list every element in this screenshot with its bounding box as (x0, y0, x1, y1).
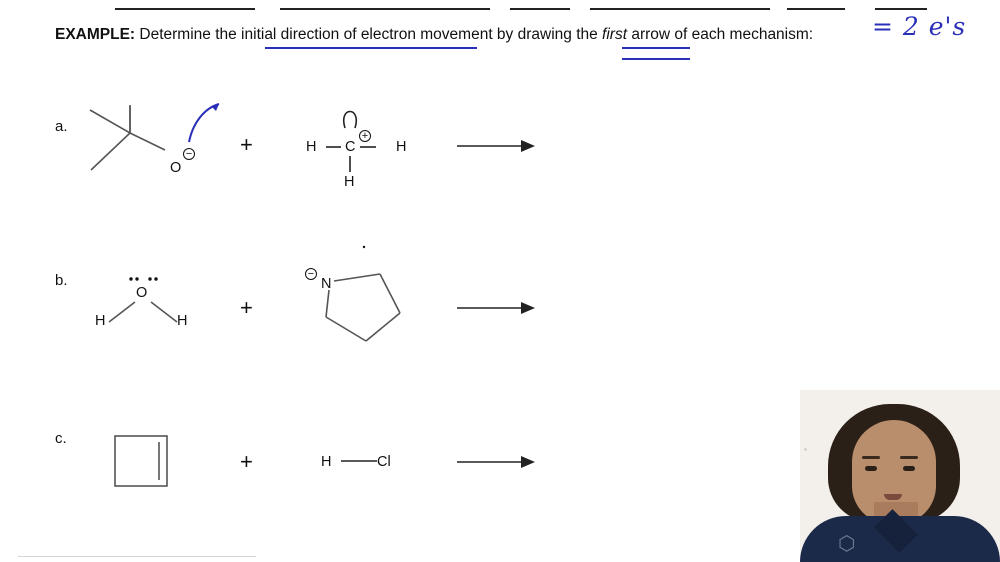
atom-O-butoxide: O (170, 160, 182, 176)
charge-negative-pyrrolidine: − (305, 268, 317, 280)
item-letter-a: a. (55, 118, 68, 135)
example-text-1: Determine the initial direction of electron movement by drawing the (135, 26, 603, 43)
charge-positive-methyl: + (359, 130, 371, 142)
watermark-hex-icon: ⬡ (838, 533, 856, 555)
bottom-divider (18, 556, 256, 557)
charge-negative-butoxide: − (183, 148, 195, 160)
top-cropped-row (115, 0, 935, 10)
plus-sign-b: + (240, 295, 253, 320)
water-structure (95, 270, 205, 340)
atom-H-hcl: H (321, 454, 332, 470)
presenter-brow-left (862, 456, 880, 459)
atom-H-water-right: H (177, 313, 188, 329)
plus-sign-c: + (240, 449, 253, 474)
presenter-brow-right (900, 456, 918, 459)
example-italic-word: first (602, 26, 628, 43)
atom-H-methyl-bottom: H (344, 174, 355, 190)
example-label: EXAMPLE: (55, 26, 136, 43)
underline-first-arrow-1 (622, 47, 690, 49)
atom-C-methyl: C (345, 139, 356, 155)
underline-direction-of-electron-movement (265, 47, 477, 49)
cyclobutene-structure (113, 434, 173, 490)
handwritten-annotation: = 2 e's (872, 12, 967, 41)
reaction-arrow-c (455, 451, 537, 473)
example-text-2: arrow of each mechanism: (627, 26, 814, 43)
reaction-arrow-a (455, 135, 537, 157)
atom-O-water: O (136, 285, 148, 301)
presenter-eye-left (865, 466, 877, 471)
atom-H-methyl-left: H (306, 139, 317, 155)
plus-sign-a: + (240, 132, 253, 157)
background-speck-1 (804, 448, 807, 451)
presenter-video-overlay[interactable] (800, 390, 1000, 562)
atom-Cl-hcl: Cl (377, 454, 391, 470)
atom-H-water-left: H (95, 313, 106, 329)
curved-arrow-a (185, 100, 235, 150)
presenter-eye-right (903, 466, 915, 471)
reaction-arrow-b (455, 297, 537, 319)
item-letter-c: c. (55, 430, 67, 447)
atom-H-methyl-right: H (396, 139, 407, 155)
example-statement (55, 26, 813, 44)
item-letter-b: b. (55, 272, 68, 289)
atom-N-pyrrolidine: N (321, 276, 332, 292)
underline-first-arrow-2 (622, 58, 690, 60)
